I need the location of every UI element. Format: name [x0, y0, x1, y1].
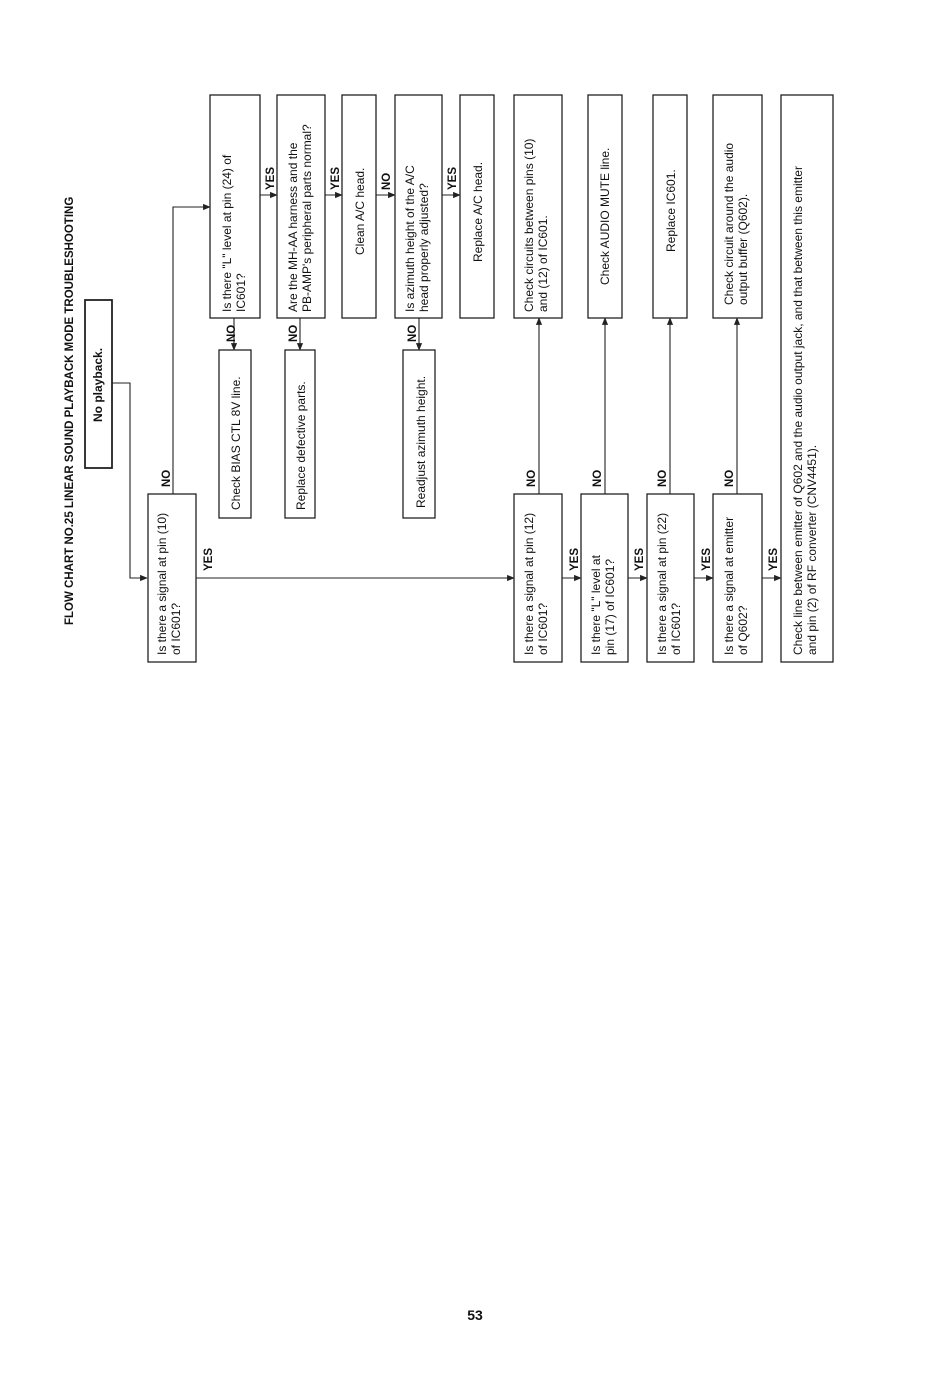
- action-replace-ic601: [653, 95, 687, 318]
- label-yes: YES: [330, 166, 342, 190]
- decision-pin24-text: Is there "L" level at pin (24) of: [220, 154, 234, 312]
- action-check-buffer-text: output buffer (Q602).: [736, 193, 750, 305]
- decision-pin17: [581, 494, 628, 662]
- label-yes: YES: [447, 166, 459, 190]
- action-check-pins-10-12-text: Check circuits between pins (10): [522, 138, 536, 312]
- decision-q602-text: Is there a signal at emitter: [722, 516, 736, 655]
- decision-pin17-text: Is there "L" level at: [589, 555, 603, 655]
- decision-pin10-text: of IC601?: [169, 602, 183, 655]
- action-replace-head-text: Replace A/C head.: [471, 161, 485, 262]
- label-no: NO: [526, 469, 538, 487]
- action-readjust-azimuth: [403, 350, 435, 518]
- action-check-bias: [219, 350, 251, 518]
- decision-pin24: [210, 95, 260, 318]
- decision-azimuth-text: Is azimuth height of the A/C: [403, 165, 417, 312]
- decision-pin17-text: pin (17) of IC601?: [603, 558, 617, 655]
- action-check-mute-text: Check AUDIO MUTE line.: [598, 147, 612, 285]
- decision-pin22: [647, 494, 694, 662]
- action-replace-ic601-text: Replace IC601.: [664, 169, 678, 252]
- label-yes: YES: [203, 547, 215, 571]
- decision-harness-text: PB-AMP's peripheral parts normal?: [300, 124, 314, 312]
- action-check-bias-text: Check BIAS CTL 8V line.: [229, 376, 243, 510]
- decision-q602-text: of Q602?: [736, 605, 750, 655]
- decision-pin22-text: Is there a signal at pin (22): [655, 512, 669, 655]
- decision-q602: [713, 494, 762, 662]
- action-check-line-text: and pin (2) of RF converter (CNV4451).: [805, 444, 819, 655]
- label-no: NO: [226, 324, 238, 342]
- action-check-line: [781, 95, 833, 662]
- action-check-pins-10-12: [514, 95, 562, 318]
- decision-pin12: [514, 494, 562, 662]
- label-no: NO: [407, 324, 419, 342]
- label-no: NO: [161, 469, 173, 487]
- decision-pin24-text: IC601?: [234, 273, 248, 312]
- action-check-pins-10-12-text: and (12) of IC601.: [536, 215, 550, 312]
- decision-pin12-text: Is there a signal at pin (12): [522, 512, 536, 655]
- action-replace-defective-text: Replace defective parts.: [294, 381, 308, 510]
- action-check-buffer: [713, 95, 762, 318]
- action-replace-defective: [285, 350, 315, 518]
- label-no: NO: [724, 469, 736, 487]
- label-no: NO: [288, 324, 300, 342]
- label-yes: YES: [701, 547, 713, 571]
- label-yes: YES: [634, 547, 646, 571]
- action-check-mute: [588, 95, 622, 318]
- action-check-buffer-text: Check circuit around the audio: [722, 142, 736, 305]
- start-text: No playback.: [91, 347, 105, 422]
- page-number: 53: [467, 1307, 483, 1323]
- label-yes: YES: [569, 547, 581, 571]
- action-clean-head: [342, 95, 376, 318]
- flowchart-title: FLOW CHART NO.25 LINEAR SOUND PLAYBACK MODE TROUBLESHOOTING: [64, 196, 76, 625]
- label-yes: YES: [768, 547, 780, 571]
- decision-harness: [277, 95, 325, 318]
- start-box: [85, 300, 112, 468]
- decision-harness-text: Are the MH-AA harness and the: [286, 142, 300, 312]
- decision-azimuth: [395, 95, 442, 318]
- decision-pin10: [148, 494, 196, 662]
- action-readjust-azimuth-text: Readjust azimuth height.: [414, 375, 428, 508]
- decision-pin10-text: Is there a signal at pin (10): [155, 512, 169, 655]
- decision-pin12-text: of IC601?: [536, 602, 550, 655]
- label-no: NO: [381, 172, 393, 190]
- label-no: NO: [657, 469, 669, 487]
- action-check-line-text: Check line between emitter of Q602 and the audio output jack, and that between this emitter: [791, 166, 805, 655]
- decision-azimuth-text: head properly adjusted?: [417, 183, 431, 312]
- action-replace-head: [460, 95, 494, 318]
- action-clean-head-text: Clean A/C head.: [353, 167, 367, 255]
- label-yes: YES: [265, 166, 277, 190]
- decision-pin22-text: of IC601?: [669, 602, 683, 655]
- label-no: NO: [592, 469, 604, 487]
